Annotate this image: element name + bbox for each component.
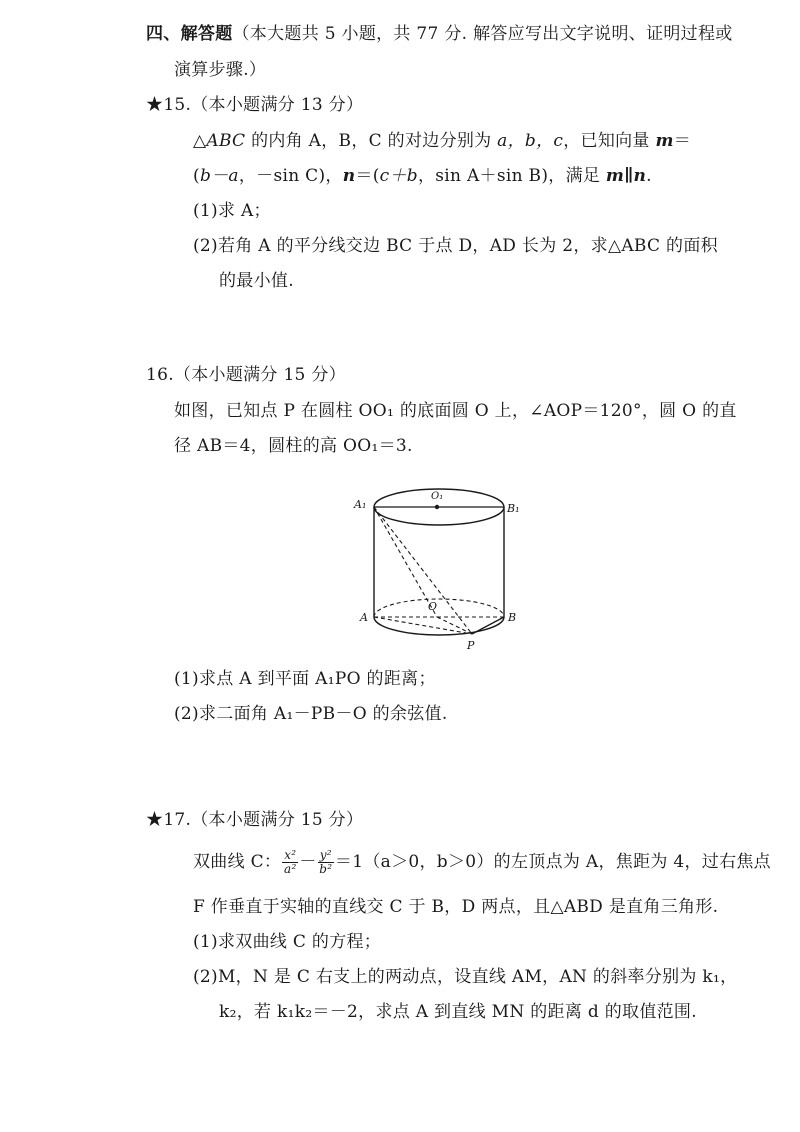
star-icon: ★ <box>146 810 164 830</box>
label-A: A <box>360 611 368 624</box>
section-note-continued: 演算步骤.） <box>174 60 267 80</box>
label-P: P <box>467 639 475 652</box>
q16-stem-line1: 如图，已知点 P 在圆柱 OO₁ 的底面圆 O 上，∠AOP＝120°，圆 O 的直 <box>174 401 737 421</box>
label-B1: B₁ <box>507 502 520 515</box>
section-heading: 四、解答题 <box>146 24 233 44</box>
label-O1: O₁ <box>431 491 444 502</box>
q17-stem-line1: 双曲线 C： $\frac{\text{x²}}{\text{a²}}$ － $\frac{\text{y²}}{\text{b²}}$ ＝1（a＞0，b＞0）的左顶点为 A，焦距为 4，过右焦点 <box>193 848 771 876</box>
q15-stem-line1: △ABC 的内角 A，B，C 的对边分别为 a，b，c，已知向量 m＝ <box>193 131 692 151</box>
segment-A1P <box>374 507 472 634</box>
bottom-ellipse-front <box>374 617 504 635</box>
fraction-y2-b2: $\frac{\text{y²}}{\text{b²}}$ <box>319 848 333 876</box>
segment-AP <box>374 617 472 634</box>
q16-stem-line2: 径 AB＝4，圆柱的高 OO₁＝3. <box>174 436 413 456</box>
q16-header: 16.（本小题满分 15 分） <box>146 365 346 385</box>
segment-OP <box>437 617 472 634</box>
q15-part2-line1: (2)若角 A 的平分线交边 BC 于点 D，AD 长为 2，求△ABC 的面积 <box>193 236 718 256</box>
label-B: B <box>508 611 517 624</box>
cylinder-figure <box>350 478 530 654</box>
q17-part2-line2: k₂，若 k₁k₂＝－2，求点 A 到直线 MN 的距离 d 的取值范围. <box>219 1002 697 1022</box>
star-icon: ★ <box>146 95 164 115</box>
label-O: O <box>428 600 438 613</box>
q17-part1: (1)求双曲线 C 的方程； <box>193 932 382 952</box>
q15-part2-line2: 的最小值. <box>219 271 294 291</box>
q16-part1: (1)求点 A 到平面 A₁PO 的距离； <box>174 669 436 689</box>
q16-part2: (2)求二面角 A₁－PB－O 的余弦值. <box>174 704 448 724</box>
q17-stem-line2: F 作垂直于实轴的直线交 C 于 B，D 两点，且△ABD 是直角三角形. <box>193 897 719 917</box>
bottom-ellipse-back <box>374 599 504 617</box>
q17-part2-line1: (2)M，N 是 C 右支上的两动点，设直线 AM，AN 的斜率分别为 k₁， <box>193 967 738 987</box>
segment-PB <box>472 617 504 634</box>
label-A1: A₁ <box>354 498 367 511</box>
q15-header: 15.（本小题满分 13 分） <box>163 95 364 115</box>
q15-stem-line2: (b－a，－sin C)，n＝(c＋b，sin A＋sin B)，满足 m∥n. <box>193 166 652 186</box>
q17-header-line <box>146 809 363 831</box>
q15-part1: (1)求 A； <box>193 201 271 221</box>
fraction-x2-a2: $\frac{\text{x²}}{\text{a²}}$ <box>284 848 297 876</box>
q15-header-line <box>146 94 363 116</box>
section-heading-line <box>146 23 733 45</box>
q17-header: 17.（本小题满分 15 分） <box>163 810 364 830</box>
point-O1 <box>435 505 439 509</box>
section-note: （本大题共 5 小题，共 77 分. 解答应写出文字说明、证明过程或 <box>232 24 733 44</box>
